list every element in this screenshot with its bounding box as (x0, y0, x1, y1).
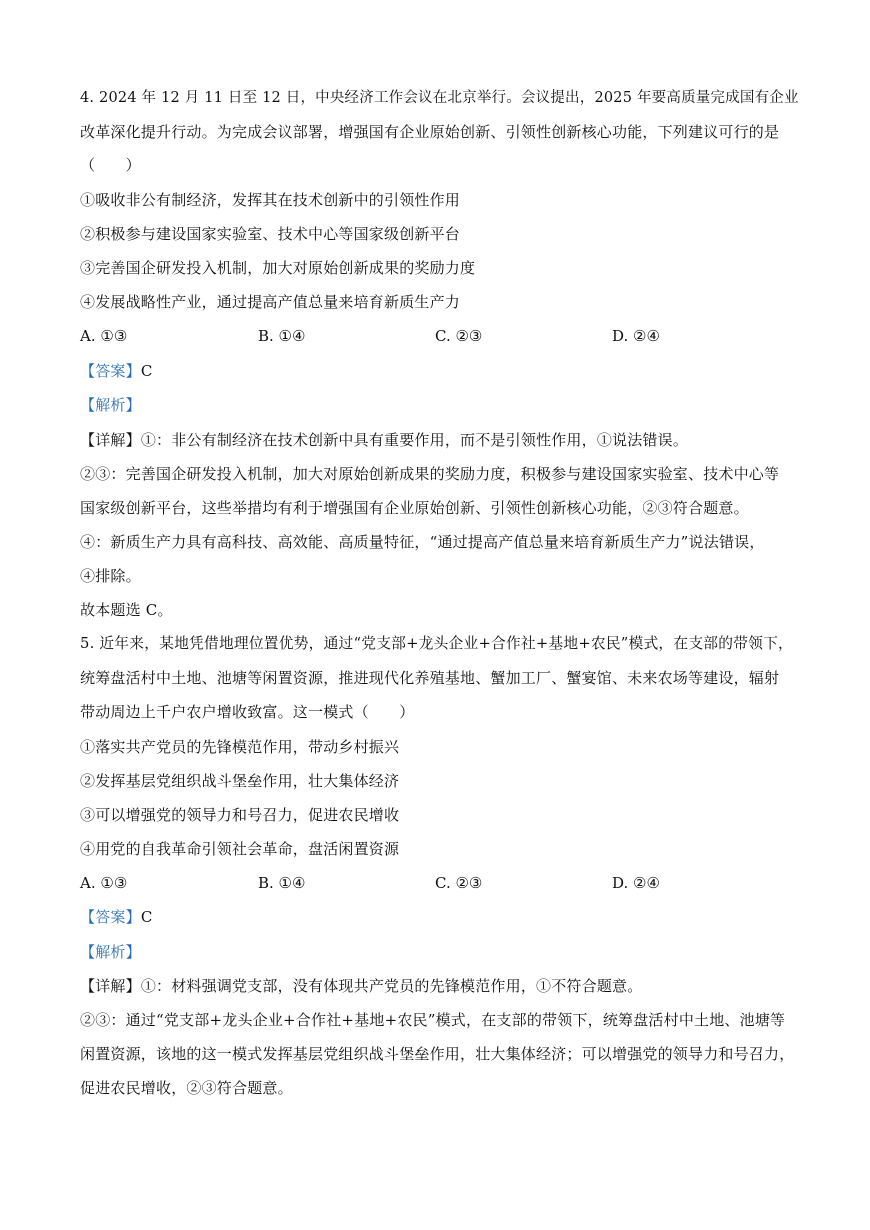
q5-option-d: D. ②④ (612, 874, 660, 892)
q5-answer-value: C (140, 908, 153, 926)
q5-analysis-tag: 【解析】 (80, 943, 141, 961)
q5-detail-line-4: 促进农民增收，②③符合题意。 (80, 1079, 293, 1097)
q4-option-c: C. ②③ (435, 327, 483, 345)
q5-option-a: A. ①③ (80, 874, 128, 892)
q4-option-b: B. ①④ (258, 327, 306, 345)
q4-detail-line-3: 国家级创新平台，这些举措均有利于增强国有企业原始创新、引领性创新核心功能，②③符合题意。 (80, 499, 749, 517)
q5-detail-line-1 (80, 976, 800, 996)
q4-analysis (80, 395, 800, 415)
q4-options (80, 326, 800, 346)
q4-answer (80, 361, 800, 381)
q5-stem-line-2: 统筹盘活村中土地、池塘等闲置资源，推进现代化养殖基地、蟹加工厂、蟹宴馆、未来农场等建设，辐射 (80, 669, 780, 687)
q4-stem-line-2: 改革深化提升行动。为完成会议部署，增强国有企业原始创新、引领性创新核心功能，下列建议可行的是 (80, 123, 780, 141)
q4-detail-line-2: ②③：完善国企研发投入机制，加大对原始创新成果的奖励力度，积极参与建设国家实验室、技术中心等 (80, 465, 780, 483)
q4-item-3: ③完善国企研发投入机制，加大对原始创新成果的奖励力度 (80, 259, 476, 277)
q4-item-2: ②积极参与建设国家实验室、技术中心等国家级创新平台 (80, 225, 461, 243)
q4-answer-tag: 【答案】 (80, 362, 141, 380)
q4-detail-text-1: ①：非公有制经济在技术创新中具有重要作用，而不是引领性作用，①说法错误。 (140, 431, 689, 449)
q5-option-c: C. ②③ (435, 874, 483, 892)
q4-stem-line-1: 4. 2024 年 12 月 11 日至 12 日，中央经济工作会议在北京举行。会议提出，2025 年要高质量完成国有企业 (80, 90, 799, 106)
q5-detail-tag: 【详解】 (80, 977, 141, 995)
q5-detail-line-2: ②③：通过“党支部+龙头企业+合作社+基地+农民”模式，在支部的带领下，统筹盘活村中土地、池塘等 (80, 1011, 786, 1029)
q4-stem-line-3: （ ） (80, 156, 141, 174)
q5-analysis (80, 942, 800, 962)
q4-answer-value: C (140, 362, 153, 380)
q5-detail-text-1: ①：材料强调党支部，没有体现共产党员的先锋模范作用，①不符合题意。 (140, 977, 643, 995)
q4-detail-line-5: ④排除。 (80, 567, 141, 585)
q4-item-1: ①吸收非公有制经济，发挥其在技术创新中的引领性作用 (80, 191, 461, 209)
q4-detail-line-4: ④：新质生产力具有高科技、高效能、高质量特征，“通过提高产值总量来培育新质生产力”说法错误， (80, 533, 765, 551)
q5-item-3: ③可以增强党的领导力和号召力，促进农民增收 (80, 806, 400, 824)
q4-detail-tag: 【详解】 (80, 431, 141, 449)
q5-options (80, 873, 800, 893)
q5-answer-tag: 【答案】 (80, 908, 141, 926)
q4-option-d: D. ②④ (612, 327, 660, 345)
q4-detail-line-1 (80, 430, 800, 450)
q5-item-2: ②发挥基层党组织战斗堡垒作用，壮大集体经济 (80, 772, 400, 790)
q5-answer (80, 907, 800, 927)
q4-analysis-tag: 【解析】 (80, 396, 141, 414)
q5-item-4: ④用党的自我革命引领社会革命，盘活闲置资源 (80, 840, 400, 858)
q4-option-a: A. ①③ (80, 327, 128, 345)
q4-item-4: ④发展战略性产业，通过提高产值总量来培育新质生产力 (80, 293, 461, 311)
q5-option-b: B. ①④ (258, 874, 306, 892)
q4-conclusion: 故本题选 C。 (80, 601, 173, 619)
q5-stem-line-1: 5. 近年来，某地凭借地理位置优势，通过“党支部+龙头企业+合作社+基地+农民”模式，在支部的带领下， (80, 635, 793, 652)
q5-detail-line-3: 闲置资源，该地的这一模式发挥基层党组织战斗堡垒作用，壮大集体经济；可以增强党的领导力和号召力， (80, 1045, 795, 1063)
q5-item-1: ①落实共产党员的先锋模范作用，带动乡村振兴 (80, 738, 400, 756)
q5-stem-line-3: 带动周边上千户农户增收致富。这一模式（ ） (80, 703, 415, 721)
